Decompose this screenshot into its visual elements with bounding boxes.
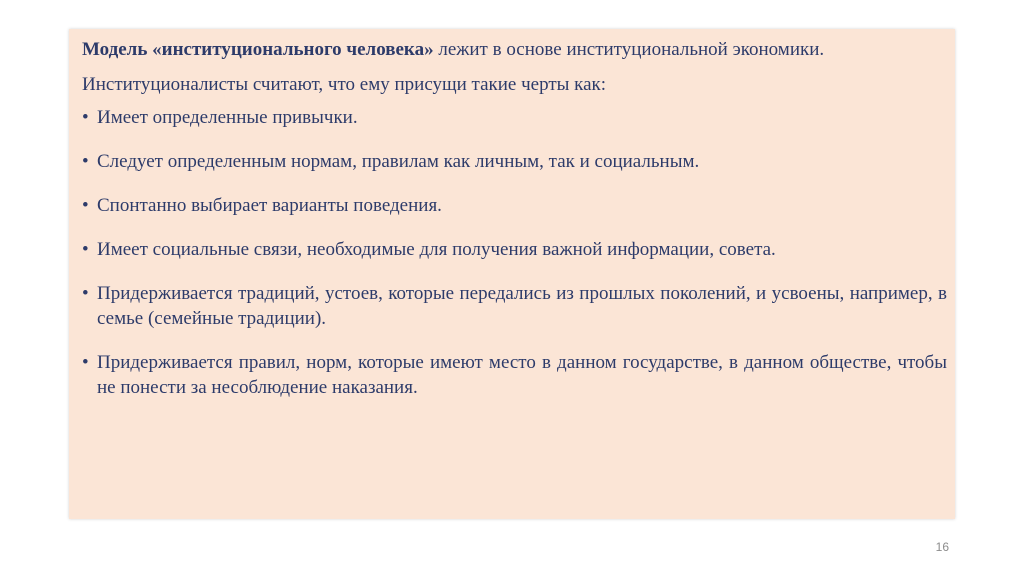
- list-item-text: Имеет определенные привычки.: [97, 107, 358, 128]
- list-item-text: Следует определенным нормам, правилам как личным, так и социальным.: [97, 151, 700, 172]
- intro-bold-text: Модель «институционального человека»: [82, 39, 434, 60]
- lead-paragraph: Институционалисты считают, что ему присущи такие черты как:: [82, 74, 607, 95]
- list-item: [82, 149, 947, 174]
- bullet-icon: •: [82, 107, 89, 128]
- bullet-icon: •: [82, 239, 89, 260]
- list-item: [82, 237, 947, 262]
- list-item: [82, 193, 947, 218]
- bullet-icon: •: [82, 151, 89, 172]
- content-box: [69, 29, 955, 519]
- bullet-icon: •: [82, 195, 89, 216]
- intro-paragraph: [82, 37, 947, 62]
- list-item-text: Спонтанно выбирает варианты поведения.: [97, 195, 442, 216]
- list-item: [82, 105, 947, 130]
- list-item-text: Придерживается традиций, устоев, которые передались из прошлых поколений, и усвоены, например, в семье (семейные традиции).: [97, 283, 947, 329]
- intro-text: лежит в основе институциональной экономики.: [433, 39, 825, 60]
- bullet-icon: •: [82, 283, 89, 304]
- list-item: [82, 281, 947, 331]
- list-item-text: Придерживается правил, норм, которые имеют место в данном государстве, в данном обществе, чтобы не понести за несоблюдение наказания.: [97, 352, 947, 398]
- traits-list: [82, 105, 947, 400]
- list-item: [82, 350, 947, 400]
- bullet-icon: •: [82, 352, 89, 373]
- list-item-text: Имеет социальные связи, необходимые для получения важной информации, совета.: [97, 239, 776, 260]
- slide-number: 16: [935, 540, 949, 554]
